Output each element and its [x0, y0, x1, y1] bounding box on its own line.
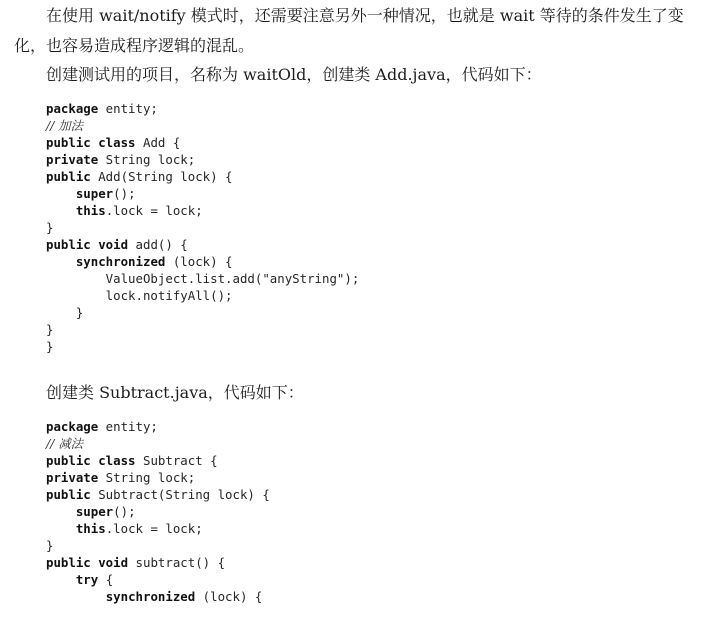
code-line [46, 134, 359, 151]
add-java-code-block [46, 100, 359, 355]
code-line [46, 537, 270, 554]
code-line [46, 338, 359, 355]
code-comment: // 加法 [46, 118, 84, 133]
code-line [46, 253, 359, 270]
code-line [46, 151, 359, 168]
code-text: Subtract { [135, 453, 218, 468]
code-text: (); [113, 186, 136, 201]
code-text: subtract() { [128, 555, 226, 570]
code-keyword: this [75, 521, 106, 536]
code-text: lock.notifyAll(); [46, 288, 233, 303]
code-text: .lock = lock; [105, 521, 203, 536]
code-line [46, 321, 359, 338]
code-text: } [46, 339, 54, 354]
code-text: Add { [135, 135, 181, 150]
code-keyword: public void [46, 555, 129, 570]
code-keyword: package [46, 101, 99, 116]
code-text [46, 254, 76, 269]
code-keyword: public class [46, 135, 136, 150]
code-text: String lock; [98, 152, 196, 167]
code-text: { [98, 572, 114, 587]
code-text [46, 589, 106, 604]
code-line [46, 117, 359, 134]
code-line [46, 520, 270, 537]
code-text: ValueObject.list.add("anyString"); [46, 271, 360, 286]
code-text: } [46, 322, 54, 337]
code-text: Subtract(String lock) { [90, 487, 270, 502]
code-keyword: private [46, 152, 99, 167]
code-text: (); [113, 504, 136, 519]
code-line [46, 100, 359, 117]
code-line [46, 304, 359, 321]
code-keyword: private [46, 470, 99, 485]
code-text: (lock) { [195, 589, 263, 604]
code-text: String lock; [98, 470, 196, 485]
code-keyword: public [46, 169, 91, 184]
code-text: (lock) { [165, 254, 233, 269]
code-line [46, 168, 359, 185]
code-text [46, 504, 76, 519]
subtract-java-code-block [46, 418, 270, 605]
code-line [46, 236, 359, 253]
code-line [46, 202, 359, 219]
code-line [46, 418, 270, 435]
code-comment: // 减法 [46, 436, 84, 451]
code-text: Add(String lock) { [90, 169, 233, 184]
code-line [46, 185, 359, 202]
code-keyword: try [75, 572, 99, 587]
code-line [46, 435, 270, 452]
code-line [46, 486, 270, 503]
code-line [46, 503, 270, 520]
add-class-intro: 创建测试用的项目，名称为 waitOld，创建类 Add.java，代码如下： [46, 65, 542, 84]
code-line [46, 469, 270, 486]
code-line [46, 554, 270, 571]
code-text: } [46, 220, 54, 235]
code-line [46, 452, 270, 469]
code-line [46, 219, 359, 236]
code-text [46, 572, 76, 587]
code-keyword: public [46, 487, 91, 502]
code-text [46, 203, 76, 218]
code-text: add() { [128, 237, 188, 252]
code-line [46, 571, 270, 588]
code-keyword: public class [46, 453, 136, 468]
intro-paragraph-line-2: 化，也容易造成程序逻辑的混乱。 [14, 36, 255, 55]
code-text: } [46, 305, 84, 320]
code-text: .lock = lock; [105, 203, 203, 218]
code-text: entity; [98, 101, 158, 116]
code-keyword: package [46, 419, 99, 434]
subtract-class-intro: 创建类 Subtract.java，代码如下： [46, 383, 304, 402]
intro-paragraph-line-1: 在使用 wait/notify 模式时，还需要注意另外一种情况，也就是 wait 等待的条件发生了变 [46, 6, 684, 25]
code-text: entity; [98, 419, 158, 434]
code-keyword: super [75, 504, 114, 519]
code-keyword: synchronized [105, 589, 196, 604]
code-keyword: public void [46, 237, 129, 252]
code-text [46, 186, 76, 201]
code-line [46, 588, 270, 605]
code-line [46, 270, 359, 287]
code-line [46, 287, 359, 304]
code-keyword: synchronized [75, 254, 166, 269]
code-text [46, 521, 76, 536]
code-keyword: this [75, 203, 106, 218]
code-text: } [46, 538, 54, 553]
code-keyword: super [75, 186, 114, 201]
